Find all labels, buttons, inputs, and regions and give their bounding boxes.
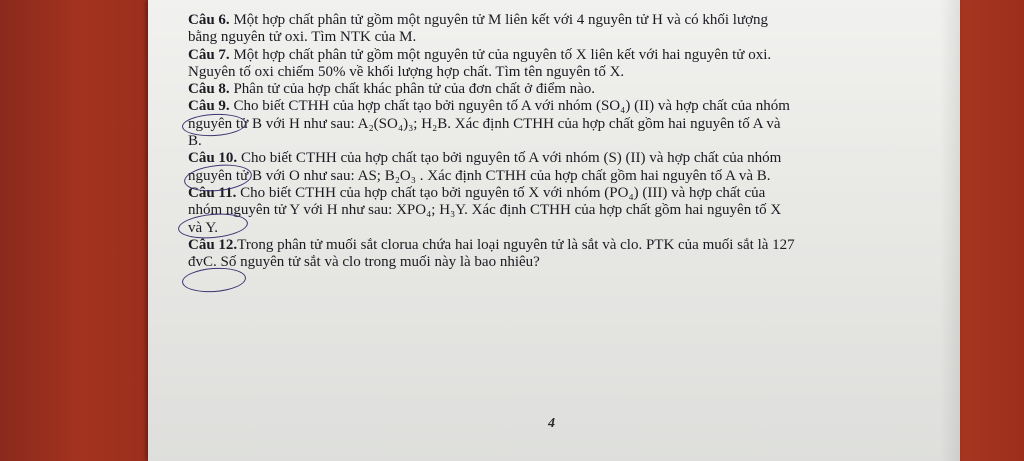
page-number: 4 <box>548 416 555 431</box>
line-3: Câu 7. Một hợp chất phân tử gồm một nguyên tử của nguyên tố X liên kết với hai nguyên tử oxi. <box>188 46 772 63</box>
paper-edge-shadow <box>940 0 960 461</box>
line-9: Câu 10. Cho biết CTHH của hợp chất tạo bởi nguyên tố A với nhóm (S) (II) và hợp chất của nhóm <box>188 150 782 167</box>
line-7: nguyên tử B với H như sau: A₂(SO₄)₃; H₂B. Xác định CTHH của hợp chất gồm hai nguyên tố A và <box>188 115 781 132</box>
line-2: bằng nguyên tử oxi. Tìm NTK của M. <box>188 29 417 46</box>
line-5: Câu 8. Phân tử của hợp chất khác phân tử của đơn chất ở điểm nào. <box>188 81 596 98</box>
line-13: và Y. <box>188 219 218 236</box>
paper-sheet <box>148 0 960 461</box>
line-12: nhóm nguyên tử Y với H như sau: XPO₄; H₃Y. Xác định CTHH của hợp chất gồm hai nguyên tố X <box>188 202 782 219</box>
exercise-text <box>188 12 948 271</box>
line-11: Câu 11. Cho biết CTHH của hợp chất tạo bởi nguyên tố X với nhóm (PO₄) (III) và hợp chất của <box>188 184 766 201</box>
line-14: Câu 12.Trong phân tử muối sắt clorua chứa hai loại nguyên tử là sắt và clo. PTK của muối sắt là 127 <box>188 236 795 253</box>
line-8: B. <box>188 133 202 150</box>
line-1: Câu 6. Một hợp chất phân tử gồm một nguyên tử M liên kết với 4 nguyên tử H và có khối lượng <box>188 12 769 28</box>
line-6: Câu 9. Cho biết CTHH của hợp chất tạo bởi nguyên tố A với nhóm (SO₄) (II) và hợp chất của nhóm <box>188 98 790 115</box>
line-10: nguyên tử B với O như sau: AS; B₂O₃ . Xác định CTHH của hợp chất gồm hai nguyên tố A và B. <box>188 167 771 184</box>
line-15: đvC. Số nguyên tử sắt và clo trong muối này là bao nhiêu? <box>188 254 540 271</box>
line-4: Nguyên tố oxi chiếm 50% về khối lượng hợp chất. Tìm tên nguyên tố X. <box>188 63 625 80</box>
